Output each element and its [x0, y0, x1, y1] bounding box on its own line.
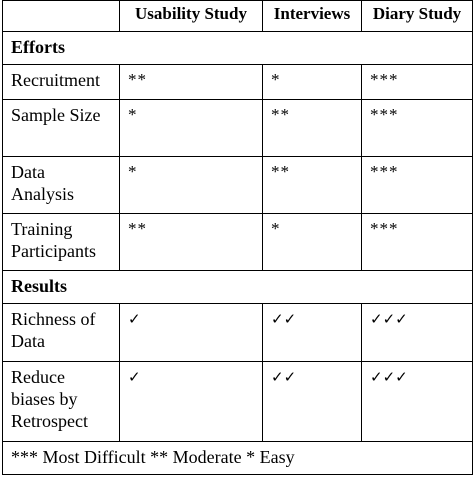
- rating-cell: **: [120, 65, 263, 100]
- rating-cell: **: [263, 157, 362, 214]
- section-row-results: [3, 271, 473, 304]
- footnote-row: [3, 442, 473, 475]
- header-cell-blank: [3, 1, 120, 32]
- rating-cell: ***: [362, 214, 473, 271]
- table-row: [3, 157, 473, 214]
- section-title-efforts: Efforts: [3, 32, 473, 65]
- rating-cell: *: [263, 214, 362, 271]
- check-rating-cell: ✓: [120, 304, 263, 362]
- check-rating-cell: ✓✓: [263, 304, 362, 362]
- row-label-richness-of-data: Richness of Data: [3, 304, 120, 362]
- row-label-sample-size: Sample Size: [3, 100, 120, 157]
- check-rating-cell: ✓✓: [263, 362, 362, 442]
- table-row: [3, 214, 473, 271]
- rating-cell: ***: [362, 157, 473, 214]
- row-label-training-participants: Training Participants: [3, 214, 120, 271]
- rating-cell: **: [263, 100, 362, 157]
- rating-cell: **: [120, 214, 263, 271]
- check-rating-cell: ✓✓✓: [362, 304, 473, 362]
- rating-cell: *: [120, 100, 263, 157]
- rating-cell: ***: [362, 65, 473, 100]
- section-title-results: Results: [3, 271, 473, 304]
- table-row: [3, 362, 473, 442]
- comparison-table: [2, 0, 473, 475]
- row-label-reduce-biases: Reduce biases by Retrospect: [3, 362, 120, 442]
- header-interviews: Interviews: [263, 1, 362, 32]
- rating-cell: ***: [362, 100, 473, 157]
- rating-cell: *: [120, 157, 263, 214]
- check-rating-cell: ✓✓✓: [362, 362, 473, 442]
- rating-cell: *: [263, 65, 362, 100]
- table-row: [3, 65, 473, 100]
- table-row: [3, 100, 473, 157]
- header-diary-study: Diary Study: [362, 1, 473, 32]
- row-label-recruitment: Recruitment: [3, 65, 120, 100]
- table-row: [3, 304, 473, 362]
- check-rating-cell: ✓: [120, 362, 263, 442]
- legend-footnote: *** Most Difficult ** Moderate * Easy: [3, 442, 473, 475]
- header-usability-study: Usability Study: [120, 1, 263, 32]
- row-label-data-analysis: Data Analysis: [3, 157, 120, 214]
- section-row-efforts: [3, 32, 473, 65]
- header-row: [3, 1, 473, 32]
